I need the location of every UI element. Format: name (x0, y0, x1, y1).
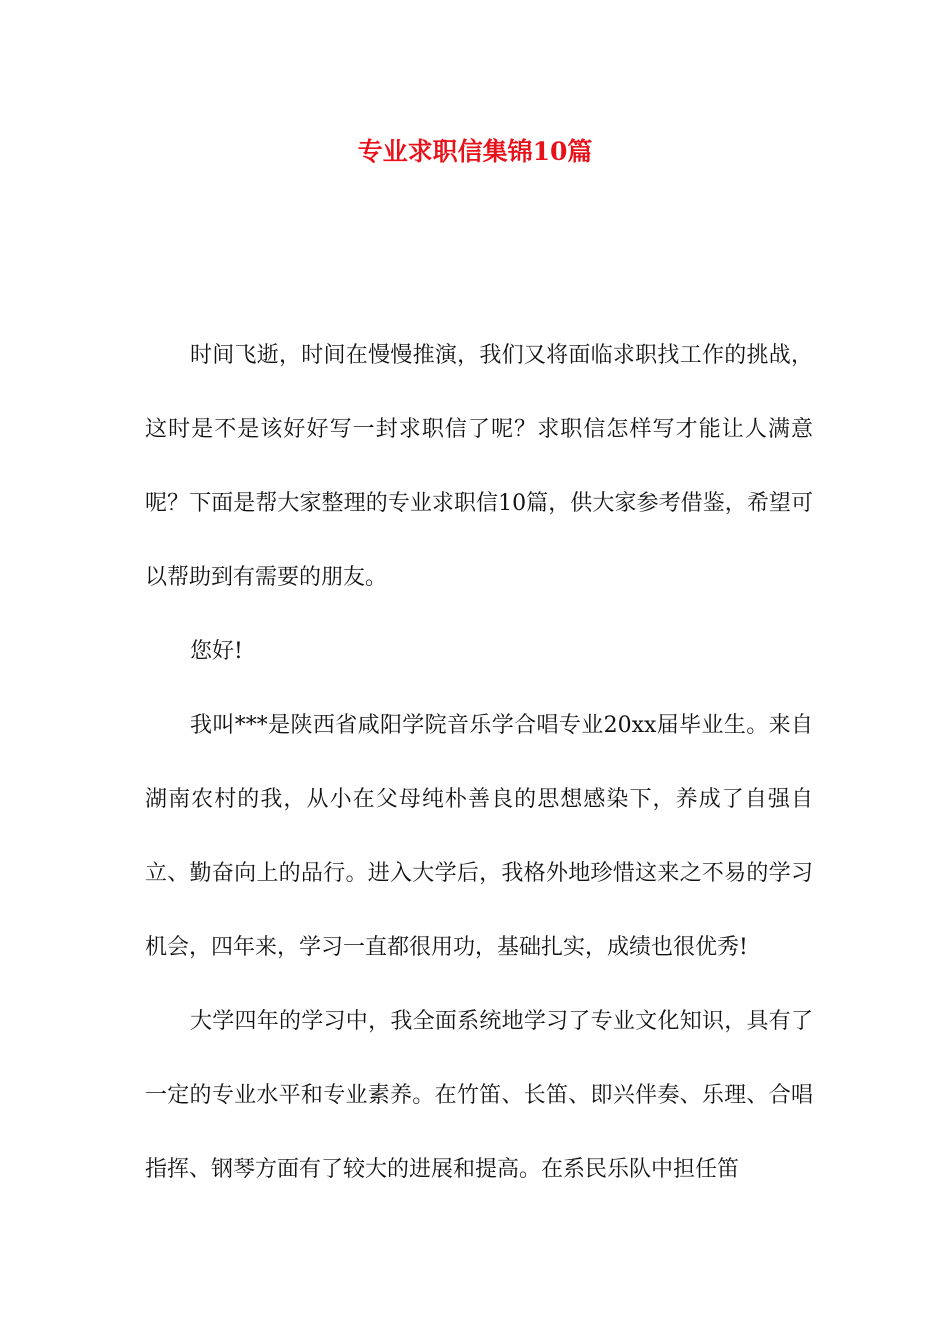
study-paragraph: 大学四年的学习中，我全面系统地学习了专业文化知识，具有了一定的专业水平和专业素养。在竹笛、长笛、即兴伴奏、乐理、合唱指挥、钢琴方面有了较大的进展和提高。在系民乐队中担任笛 (145, 1009, 813, 1182)
greeting-paragraph: 您好! (190, 639, 243, 664)
self-introduction-paragraph: 我叫***是陕西省咸阳学院音乐学合唱专业20xx届毕业生。来自湖南农村的我，从小在父母纯朴善良的思想感染下，养成了自强自立、勤奋向上的品行。进入大学后，我格外地珍惜这来之不易的学习机会，四年来，学习一直都很用功，基础扎实，成绩也很优秀! (145, 713, 813, 960)
intro-paragraph: 时间飞逝，时间在慢慢推演，我们又将面临求职找工作的挑战，这时是不是该好好写一封求职信了呢？求职信怎样写才能让人满意呢？下面是帮大家整理的专业求职信10篇，供大家参考借鉴，希望可以帮助到有需要的朋友。 (145, 343, 813, 590)
document-body (145, 319, 813, 1207)
document-title: 专业求职信集锦10篇 (357, 137, 593, 166)
